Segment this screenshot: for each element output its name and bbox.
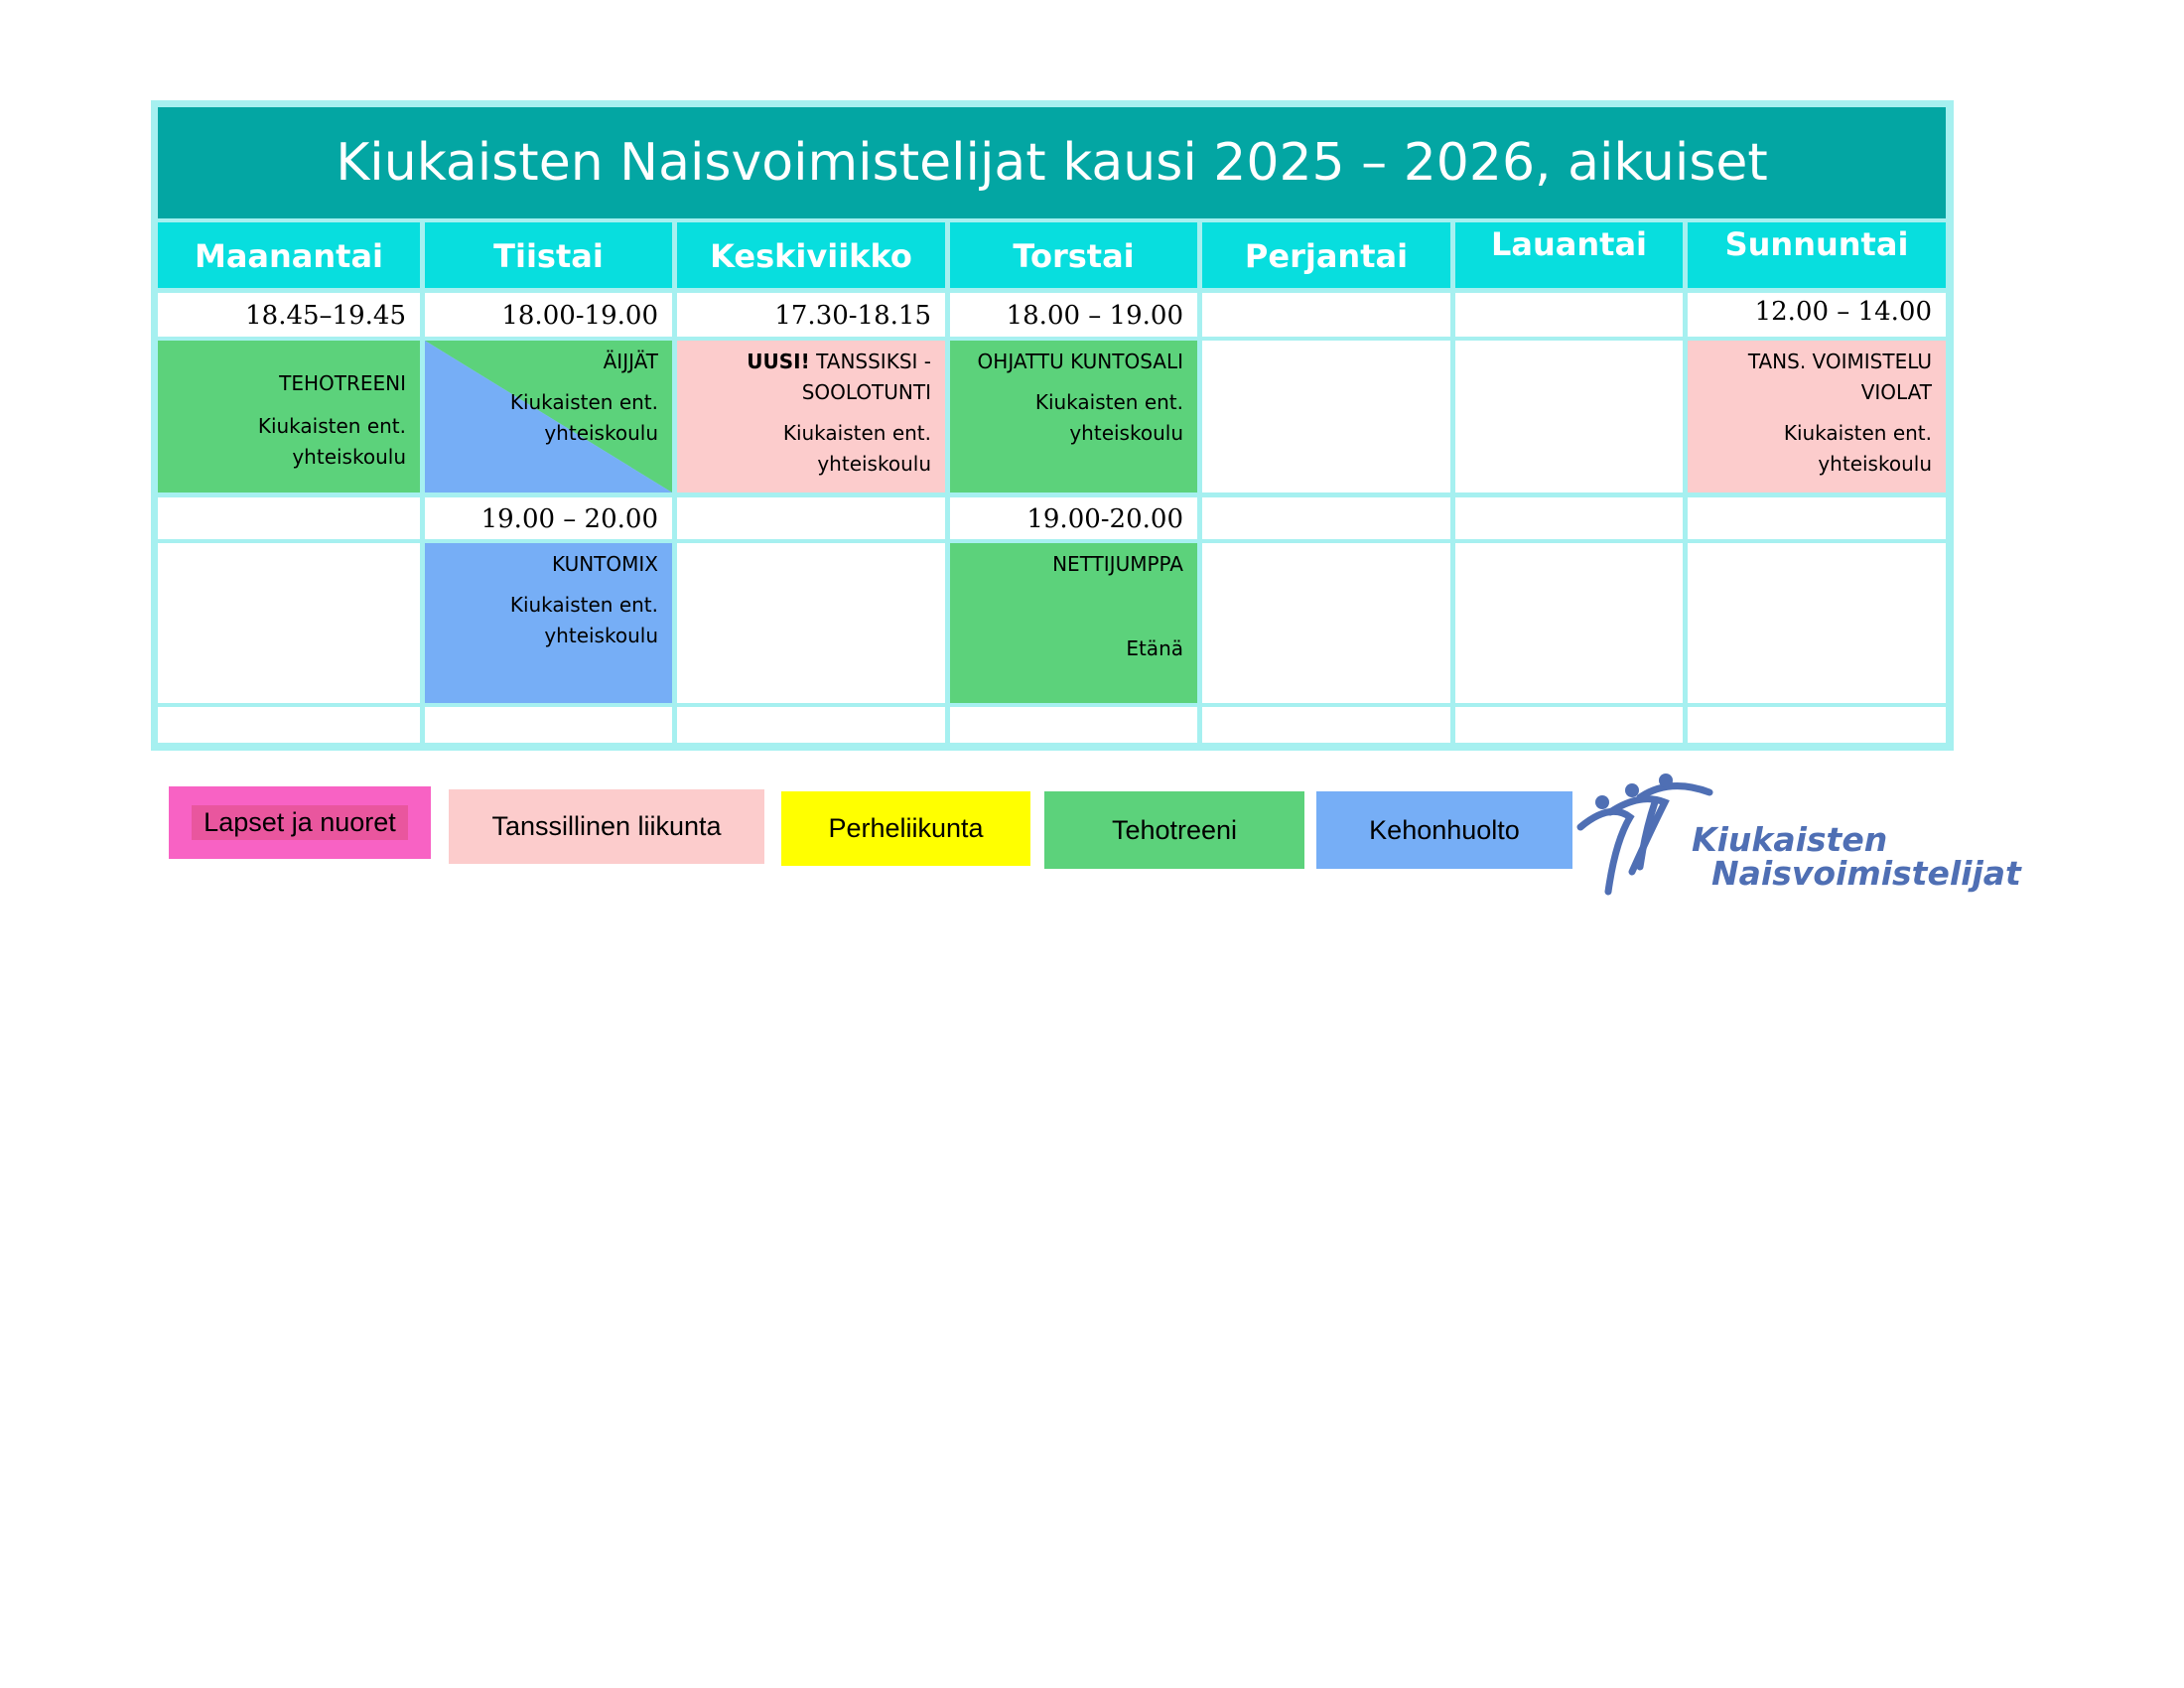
empty-cell	[1455, 543, 1683, 703]
activity-name: SOOLOTUNTI	[801, 380, 931, 404]
activity-nettijumppa	[950, 543, 1197, 703]
activity-tans-voimistelu-violat	[1688, 341, 1946, 492]
day-header-perjantai: Perjantai	[1202, 222, 1450, 288]
activity-place: Kiukaisten ent.	[257, 414, 406, 438]
day-header-sunnuntai: Sunnuntai	[1688, 222, 1946, 288]
legend-perheliikunta: Perheliikunta	[781, 791, 1030, 866]
time-perjantai-2	[1202, 497, 1450, 539]
legend-tehotreeni: Tehotreeni	[1044, 791, 1304, 869]
activity-place: Kiukaisten ent.	[509, 593, 658, 617]
empty-cell	[1455, 341, 1683, 492]
empty-cell	[1202, 707, 1450, 743]
time-tiistai-2: 19.00 – 20.00	[425, 497, 672, 539]
activity-name: KUNTOMIX	[552, 552, 658, 576]
legend-kehonhuolto: Kehonhuolto	[1316, 791, 1572, 869]
activity-name: TANS. VOIMISTELU	[1747, 350, 1932, 373]
empty-cell	[1688, 707, 1946, 743]
time-torstai-2: 19.00-20.00	[950, 497, 1197, 539]
time-maanantai-1: 18.45–19.45	[158, 293, 420, 337]
activity-kuntomix	[425, 543, 672, 703]
new-badge: UUSI!	[747, 350, 810, 373]
empty-cell	[1455, 707, 1683, 743]
activity-name: TANSSIKSI -	[809, 350, 931, 373]
activity-aijjat	[425, 341, 672, 492]
day-header-lauantai: Lauantai	[1455, 222, 1683, 288]
time-maanantai-2	[158, 497, 420, 539]
legend-tanssillinen-liikunta: Tanssillinen liikunta	[449, 789, 764, 864]
activity-ohjattu-kuntosali	[950, 341, 1197, 492]
activity-place: Kiukaisten ent.	[1034, 390, 1183, 414]
empty-cell	[425, 707, 672, 743]
activity-name: NETTIJUMPPA	[1052, 552, 1183, 576]
legend-label: Lapset ja nuoret	[192, 805, 408, 840]
activity-place: yhteiskoulu	[544, 421, 658, 445]
empty-cell	[677, 543, 945, 703]
activity-place: yhteiskoulu	[817, 452, 931, 476]
activity-place: Kiukaisten ent.	[1783, 421, 1932, 445]
time-perjantai-1	[1202, 293, 1450, 337]
time-sunnuntai-2	[1688, 497, 1946, 539]
legend-lapset-ja-nuoret	[169, 786, 431, 859]
activity-name: TEHOTREENI	[279, 371, 406, 395]
time-tiistai-1: 18.00-19.00	[425, 293, 672, 337]
logo-text-line-2: Naisvoimistelijat	[1711, 854, 2021, 893]
time-lauantai-1	[1455, 293, 1683, 337]
activity-tehotreeni	[158, 341, 420, 492]
activity-place: Kiukaisten ent.	[509, 390, 658, 414]
time-keskiviikko-1: 17.30-18.15	[677, 293, 945, 337]
empty-cell	[1202, 341, 1450, 492]
logo-text-line-1: Kiukaisten	[1692, 820, 1888, 859]
time-keskiviikko-2	[677, 497, 945, 539]
empty-cell	[1688, 543, 1946, 703]
page-title: Kiukaisten Naisvoimistelijat kausi 2025 – 2026, aikuiset	[158, 107, 1946, 218]
empty-cell	[1202, 543, 1450, 703]
empty-cell	[158, 707, 420, 743]
day-header-tiistai: Tiistai	[425, 222, 672, 288]
day-header-torstai: Torstai	[950, 222, 1197, 288]
time-torstai-1: 18.00 – 19.00	[950, 293, 1197, 337]
activity-name: OHJATTU KUNTOSALI	[977, 350, 1183, 373]
activity-name: ÄIJJÄT	[603, 350, 658, 373]
organization-logo	[1570, 773, 2037, 902]
empty-cell	[677, 707, 945, 743]
activity-name: VIOLAT	[1860, 380, 1932, 404]
empty-cell	[158, 543, 420, 703]
activity-place: yhteiskoulu	[1818, 452, 1932, 476]
empty-cell	[950, 707, 1197, 743]
activity-place: yhteiskoulu	[1069, 421, 1183, 445]
activity-place: Etänä	[1126, 636, 1183, 660]
activity-place: Kiukaisten ent.	[782, 421, 931, 445]
time-lauantai-2	[1455, 497, 1683, 539]
time-sunnuntai-1: 12.00 – 14.00	[1688, 293, 1946, 337]
activity-place: yhteiskoulu	[292, 445, 406, 469]
activity-tanssiksi-soolotunti	[677, 341, 945, 492]
activity-place: yhteiskoulu	[544, 624, 658, 647]
day-header-maanantai: Maanantai	[158, 222, 420, 288]
day-header-keskiviikko: Keskiviikko	[677, 222, 945, 288]
